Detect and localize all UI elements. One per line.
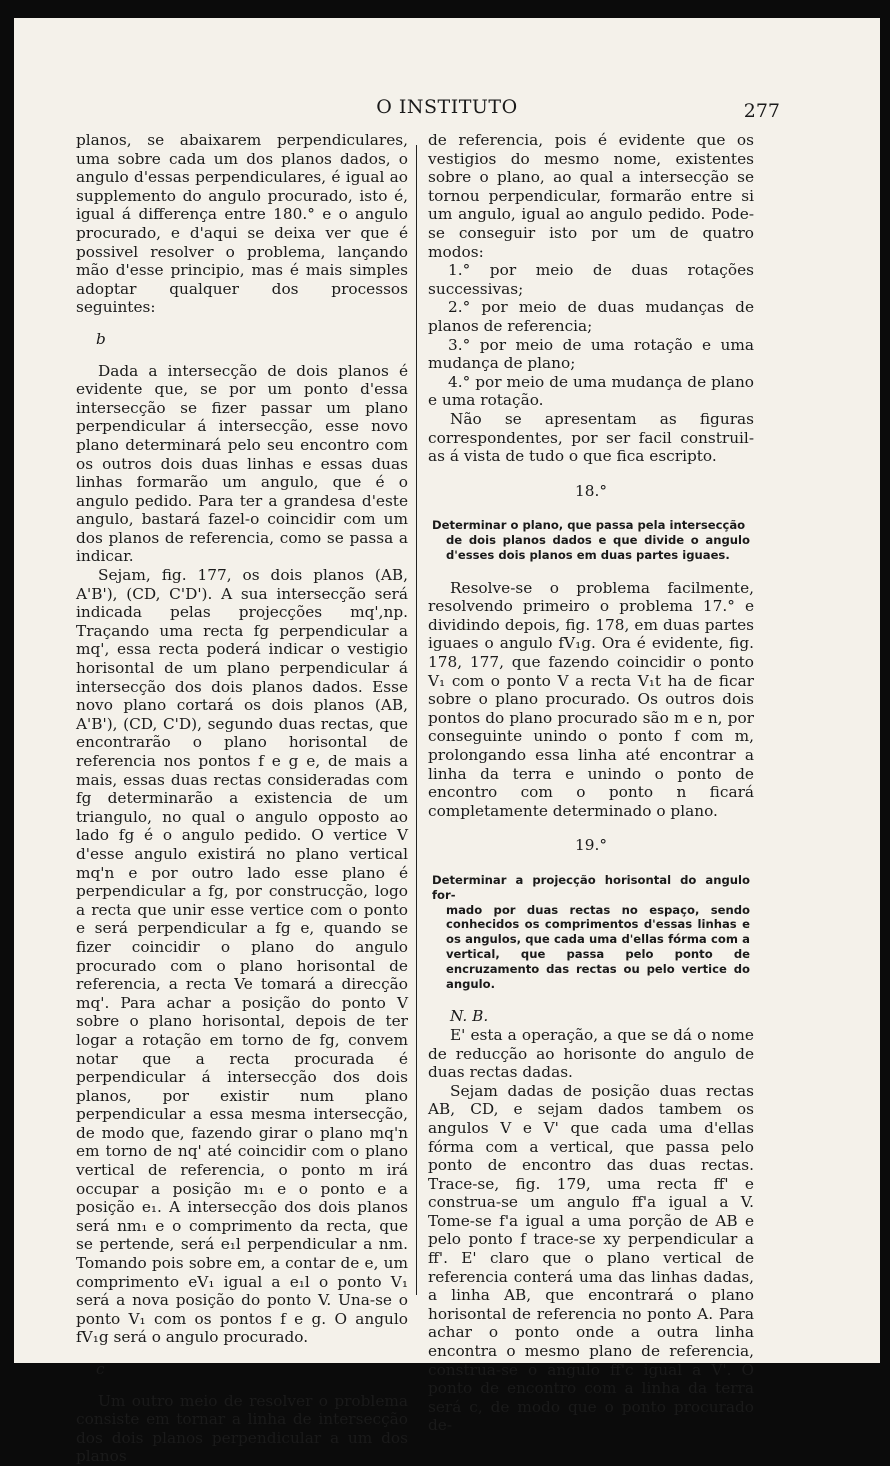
problem-continuation: mado por duas rectas no espaço, sendo conhecidos os comprimentos d'essas linhas e os angulos, que cada uma d'ellas fórma com a vertical, que passa pelo ponto de encruzamento das rectas ou pelo vertice do angulo. xyxy=(446,902,750,991)
problem-continuation: de dois planos dados e que divide o angulo d'esses dois planos em duas partes iguaes. xyxy=(446,533,750,562)
list-item: 2.° por meio de duas mudanças de planos de referencia; xyxy=(428,298,754,335)
page-number: 277 xyxy=(743,100,780,122)
section-number-19: 19.° xyxy=(575,836,607,855)
list-item: 3.° por meio de uma rotação e uma mudança de plano; xyxy=(428,335,754,373)
list-item: 4.° por meio de uma mudança de plano e uma rotação. xyxy=(428,372,754,410)
problem-first-line: Determinar o plano, que passa pela intersecção xyxy=(432,518,746,533)
page-header xyxy=(14,96,880,124)
paragraph: de referencia, pois é evidente que os vestigios do mesmo nome, existentes sobre o plano, ao qual a intersecção se tornou perpendicular, formarão entre si um angulo, igual ao angulo pedido. Pode-se conseguir isto por um de quatro modos: xyxy=(428,131,754,261)
paragraph: Um outro meio de resolver o problema consiste em tornar a linha de intersecção dos dois planos perpendicular a um dos planos xyxy=(76,1391,408,1466)
problem-statement-18 xyxy=(432,518,750,562)
paragraph: E' esta a operação, a que se dá o nome de reducção ao horisonte do angulo de duas rectas dadas. xyxy=(428,1025,754,1082)
problem-statement-19 xyxy=(432,873,750,991)
running-title: O INSTITUTO xyxy=(376,96,518,118)
paragraph: Dada a intersecção de dois planos é evidente que, se por um ponto d'essa intersecção se fizer passar um plano perpendicular á intersecção, esse novo plano determinará pelo seu encontro com os outros dois duas linhas e essas duas linhas formarão um angulo, que é o angulo pedido. Para ter a grandesa d'este angulo, bastará fazel-o coincidir com um dos planos de referencia, como se passa a indicar. xyxy=(76,361,408,566)
section-number-18: 18.° xyxy=(575,481,607,500)
column-divider xyxy=(416,145,417,1295)
paragraph: Sejam, fig. 177, os dois planos (AB, A'B'), (CD, C'D'). A sua intersecção será indicada pelas projecções mq',np. Traçando uma recta fg perpendicular a mq', essa recta poderá indicar o vestigio horisontal de um plano perpendicular á intersecção dos dois planos dados. Esse novo plano cortará os dois planos (AB, A'B'), (CD, C'D), segundo duas rectas, que encontrarão o plano horisontal de referencia nos pontos f e g e, de mais a mais, essas duas rectas consideradas com fg determinarão a existencia de um triangulo, no qual o angulo opposto ao lado fg é o angulo pedido. O vertice V d'esse angulo existirá no plano vertical mq'n e por outro lado esse plano é perpendicular a fg, por construcção, logo a recta que unir esse vertice com o ponto e será perpendicular a fg e, quando se fizer coincidir o plano do angulo procurado com o plano horisontal de referencia, a recta Ve tomará a direcção mq'. Para achar a posição do ponto V sobre o plano horisontal, depois de ter logar a rotação em torno de fg, convem notar que a recta procurada é perpendicular á intersecção dos dois planos, por existir num plano perpendicular a essa mesma intersecção, de modo que, fazendo girar o plano mq'n em torno de nq' até coincidir com o plano vertical de referencia, o ponto m irá occupar a posição m₁ e o ponto e a posição e₁. A intersecção dos dois planos será nm₁ e o comprimento da recta, que se pertende, será e₁l perpendicular a nm. Tomando pois sobre em, a contar de e, um comprimento eV₁ igual a e₁l o ponto V₁ será a nova posição do ponto V. Una-se o ponto V₁ com os pontos f e g. O angulo fV₁g será o angulo procurado. xyxy=(76,566,408,1347)
modes-list xyxy=(428,261,754,410)
book-page xyxy=(14,18,880,1466)
paragraph: Sejam dadas de posição duas rectas AB, CD, e sejam dados tambem os angulos V e V' que cada uma d'ellas fórma com a vertical, que passa pelo ponto de encontro das duas rectas. Trace-se, fig. 179, uma recta ff' e construa-se um angulo ff'a igual a V. Tome-se f'a igual a uma porção de AB e pelo ponto f trace-se xy perpendicular a ff'. E' claro que o plano vertical de referencia conterá uma das linhas dadas, a linha AB, que encontrará o plano horisontal de referencia no ponto A. Para achar o ponto onde a outra linha encontra o mesmo plano de referencia, construa-se o angulo ff'c igual a V'. O ponto de encontro com a linha da terra será c, de modo que o ponto procurado de- xyxy=(428,1081,754,1435)
subsection-label-b: b xyxy=(96,329,106,348)
left-column xyxy=(76,131,408,1466)
paragraph: planos, se abaixarem perpendiculares, uma sobre cada um dos planos dados, o angulo d'essas perpendiculares, é igual ao supplemento do angulo procurado, isto é, igual á differença entre 180.° e o angulo procurado, e d'aqui se deixa ver que é possivel resolver o problema, lançando mão d'esse principio, mas é mais simples adoptar qualquer dos processos seguintes: xyxy=(76,131,408,317)
paragraph: Resolve-se o problema facilmente, resolvendo primeiro o problema 17.° e dividindo depois, fig. 178, em duas partes iguaes o angulo fV₁g. Ora é evidente, fig. 178, 177, que fazendo coincidir o ponto V₁ com o ponto V a recta V₁t ha de ficar sobre o plano procurado. Os outros dois pontos do plano procurado são m e n, por conseguinte unindo o ponto f com m, prolongando essa linha até encontrar a linha da terra e unindo o ponto de encontro com o ponto n ficará completamente determinado o plano. xyxy=(428,578,754,820)
nota-bene: N. B. xyxy=(450,1007,489,1026)
problem-first-line: Determinar a projecção horisontal do angulo for- xyxy=(432,872,750,902)
subsection-label-c: c xyxy=(96,1360,105,1378)
right-column xyxy=(428,131,754,1435)
list-item: 1.° por meio de duas rotações successivas; xyxy=(428,261,754,298)
paragraph: Não se apresentam as figuras correspondentes, por ser facil construil-as á vista de tudo o que fica escripto. xyxy=(428,409,754,466)
